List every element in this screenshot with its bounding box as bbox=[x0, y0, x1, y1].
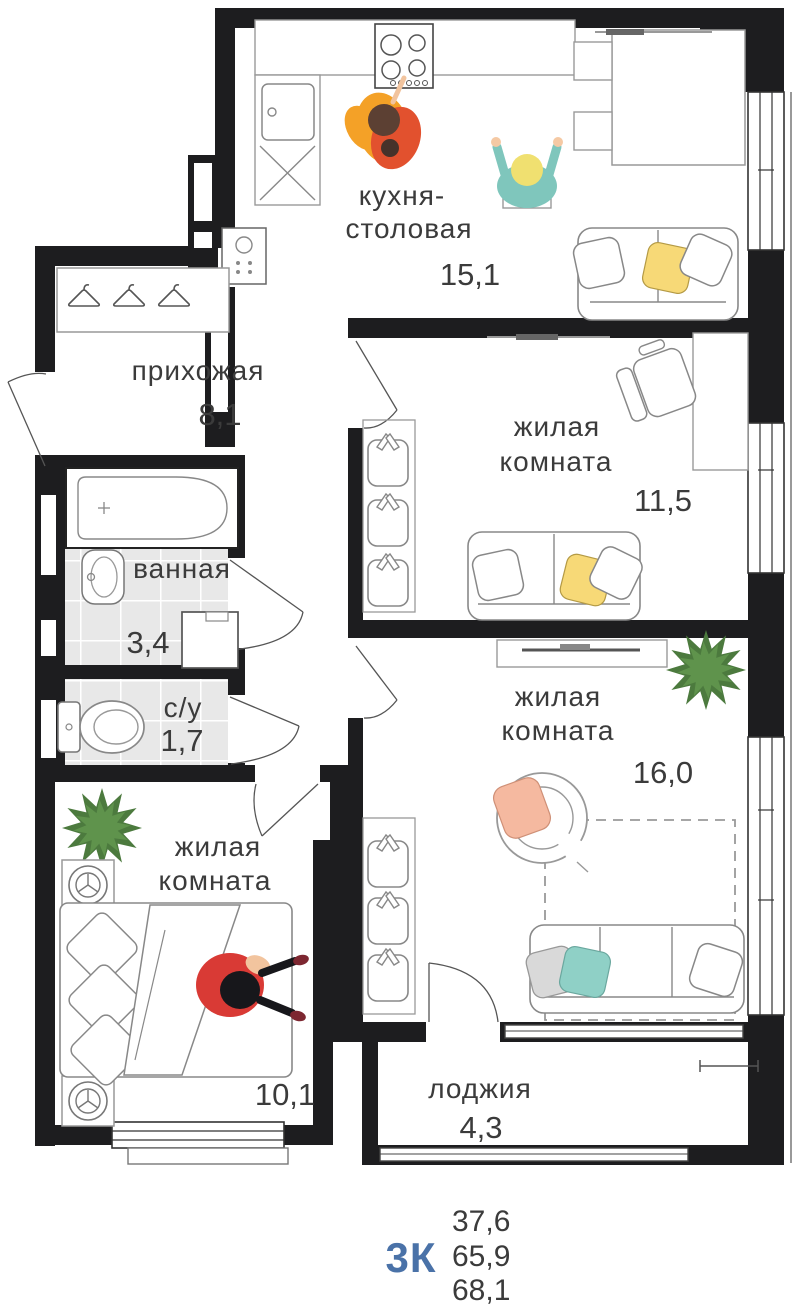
desk-chair-icon bbox=[610, 335, 699, 426]
loggia-door bbox=[429, 963, 498, 1022]
kitchen-label-line2: столовая bbox=[345, 213, 473, 244]
bedroom-door bbox=[254, 784, 318, 836]
sofa-living-room-1 bbox=[468, 532, 645, 620]
dining-chair bbox=[574, 112, 612, 150]
living-room-1-label-line2: комната bbox=[499, 446, 613, 477]
person-cooking-icon bbox=[337, 78, 429, 176]
wardrobe-living-room-1 bbox=[363, 420, 415, 612]
dining-table bbox=[612, 30, 745, 165]
living-room-2-door bbox=[356, 646, 397, 718]
bathroom-door bbox=[230, 560, 303, 650]
living-room-1-door bbox=[356, 341, 397, 428]
clothes-box-icon bbox=[368, 494, 408, 546]
kitchen-area: 15,1 bbox=[439, 257, 501, 292]
bathroom-sink-icon bbox=[82, 550, 124, 604]
living-room-2-area: 16,0 bbox=[632, 755, 694, 790]
bedroom-window bbox=[112, 1122, 288, 1164]
bathroom-label: ванная bbox=[133, 553, 231, 584]
hallway-area: 8,1 bbox=[198, 397, 242, 432]
living-room-2-label-line1: жилая bbox=[514, 681, 602, 712]
loggia-area: 4,3 bbox=[459, 1110, 503, 1145]
dining-chair bbox=[574, 42, 612, 80]
clothes-box-icon bbox=[368, 554, 408, 606]
living-room-1-label-line1: жилая bbox=[513, 411, 601, 442]
wardrobe-hallway bbox=[57, 268, 229, 332]
entry-door bbox=[8, 373, 46, 466]
wc-furniture bbox=[58, 701, 144, 753]
legend-area-total: 68,1 bbox=[452, 1274, 511, 1307]
clothes-box-icon bbox=[368, 835, 408, 887]
lamp-icon bbox=[69, 1082, 107, 1120]
tv-stand-icon bbox=[497, 640, 667, 667]
wc-label: с/у bbox=[163, 692, 203, 723]
clothes-box-icon bbox=[368, 434, 408, 486]
living-room-1-area: 11,5 bbox=[633, 483, 693, 518]
washing-machine-icon bbox=[182, 612, 238, 668]
desk bbox=[693, 333, 748, 470]
kitchen-label-line1: кухня- bbox=[358, 180, 446, 211]
kitchen-window bbox=[748, 92, 784, 250]
apartment-type-badge: 3К bbox=[385, 1234, 437, 1281]
bedroom-label-line1: жилая bbox=[174, 831, 262, 862]
clothes-box-icon bbox=[368, 949, 408, 1001]
loggia-label: лоджия bbox=[428, 1073, 532, 1104]
plant-icon bbox=[666, 630, 746, 710]
person-sitting-icon bbox=[491, 137, 563, 208]
toilet-icon bbox=[58, 701, 144, 753]
living-room-1-window bbox=[748, 423, 784, 573]
bedroom-area: 10,1 bbox=[254, 1077, 316, 1112]
clothes-box-icon bbox=[368, 892, 408, 944]
lamp-icon bbox=[69, 866, 107, 904]
living-room-2-window bbox=[748, 737, 784, 1015]
legend-area-main: 65,9 bbox=[452, 1240, 511, 1273]
sofa-living-room-2 bbox=[524, 925, 745, 1013]
hallway-label: прихожая bbox=[131, 355, 265, 386]
armchair-icon bbox=[490, 773, 600, 876]
wardrobe-living-room-2 bbox=[363, 818, 415, 1014]
living-room-2-label-line2: комната bbox=[501, 715, 615, 746]
sink-icon bbox=[262, 84, 314, 140]
legend-area-living: 37,6 bbox=[452, 1205, 511, 1238]
plant-icon bbox=[62, 788, 142, 868]
sofa-kitchen bbox=[572, 228, 738, 320]
wc-door bbox=[230, 697, 299, 764]
hallway-furniture bbox=[57, 268, 229, 332]
bathroom-area: 3,4 bbox=[126, 625, 170, 660]
bathtub-icon bbox=[66, 468, 238, 548]
bedroom-label-line2: комната bbox=[158, 865, 272, 896]
wc-area: 1,7 bbox=[160, 723, 204, 758]
